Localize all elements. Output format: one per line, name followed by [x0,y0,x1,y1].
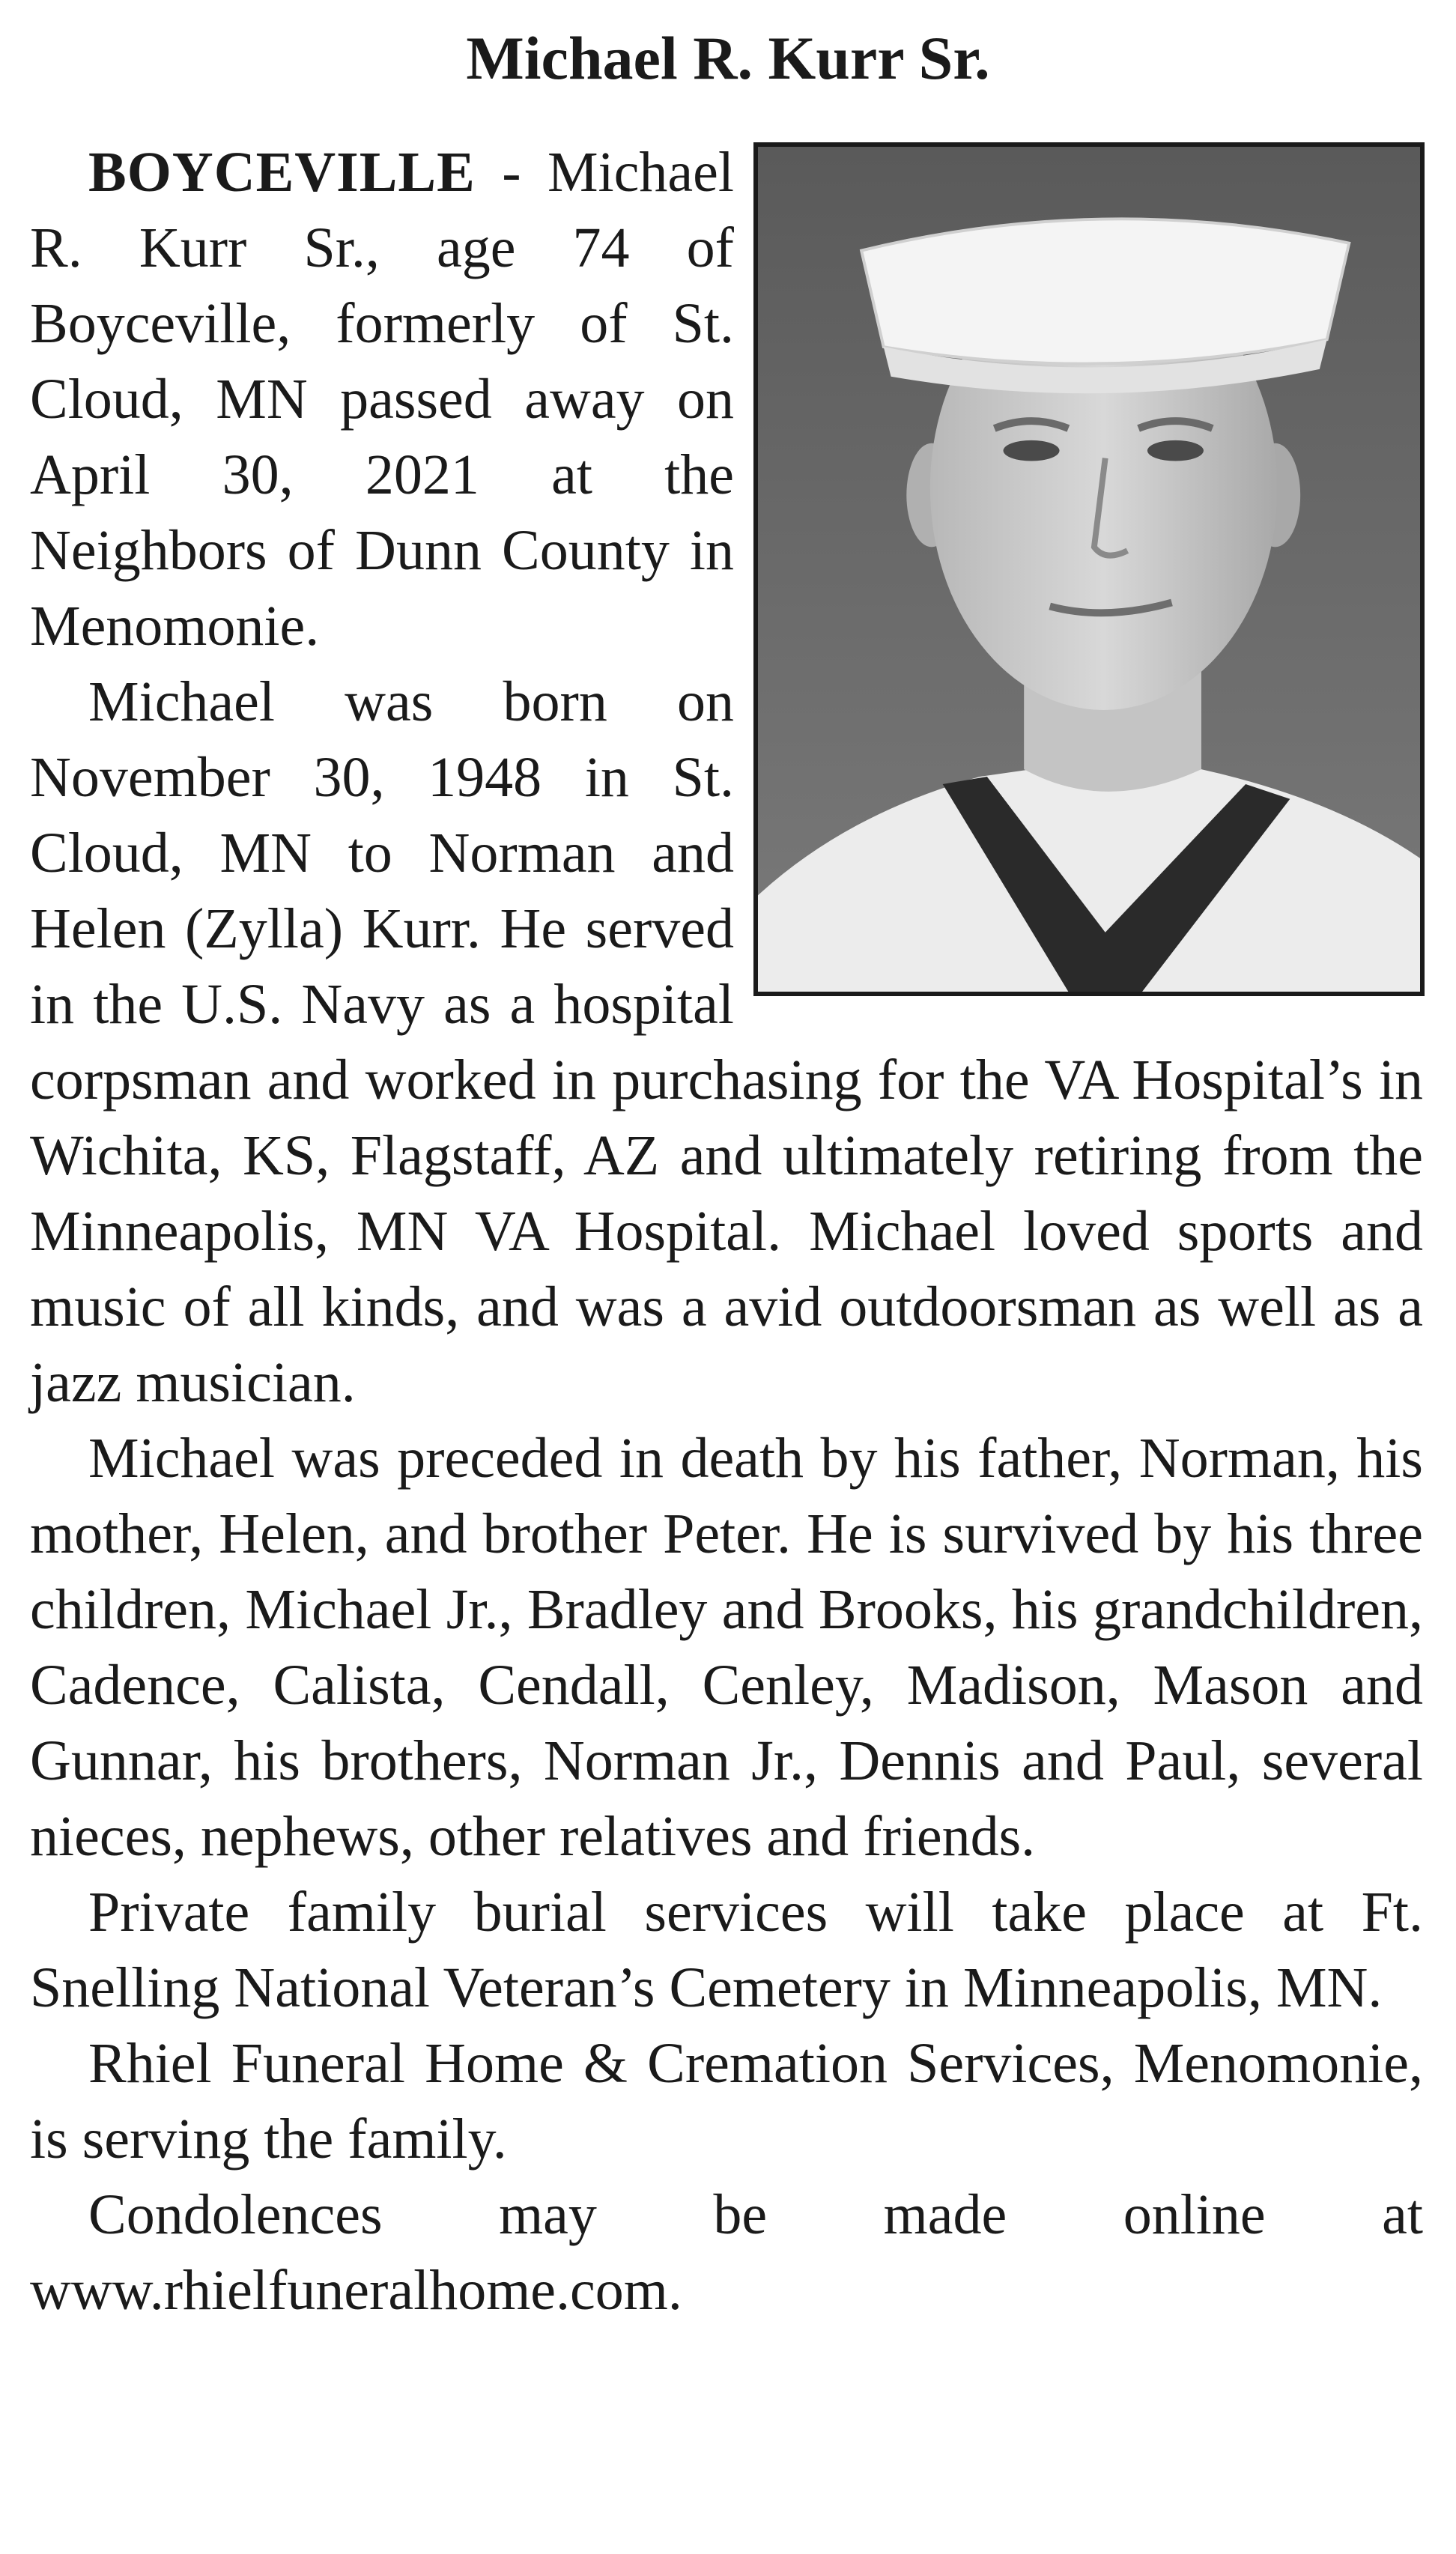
obituary-title: Michael R. Kurr Sr. [466,24,990,92]
paragraph-1-text: Michael R. Kurr Sr., age 74 of Boyceville, formerly of St. Cloud, MN passed away on April 30, 2021 at the Neighbors of Dunn County in Menomonie. [30,141,734,658]
obituary-body [30,135,1423,2329]
dateline: BOYCEVILLE [88,141,476,204]
obituary-paragraph-5: Rhiel Funeral Home & Cremation Services, Menomonie, is serving the family. [30,2032,1423,2171]
obituary-paragraph-3: Michael was preceded in death by his father, Norman, his mother, Helen, and brother Peter. He is survived by his three children, Michael Jr., Bradley and Brooks, his grandchildren, Cadence, Calista, Cendall, Cenley, Madison, Mason and Gunnar, his brothers, Norman Jr., Dennis and Paul, several nieces, nephews, other relatives and friends. [30,1427,1423,1868]
obituary-paragraph-6: Condolences may be made online at www.rhielfuneralhome.com. [30,2183,1423,2322]
obituary-paragraph-2: Michael was born on November 30, 1948 in St. Cloud, MN to Norman and Helen (Zylla) Kurr. He served in the U.S. Navy as a hospital corpsman and worked in purchasing for the VA Hospital’s in Wichita, KS, Flagstaff, AZ and ultimately retiring from the Minneapolis, MN VA Hospital. Michael loved sports and music of all kinds, and was a avid outdoorsman as well as a jazz musician. [30,670,1423,1414]
obituary-paragraph-4: Private family burial services will take place at Ft. Snelling National Veteran’s Cemetery in Minneapolis, MN. [30,1881,1423,2019]
photo-float-spacer [734,135,1423,1004]
dateline-dash: - [475,141,547,204]
